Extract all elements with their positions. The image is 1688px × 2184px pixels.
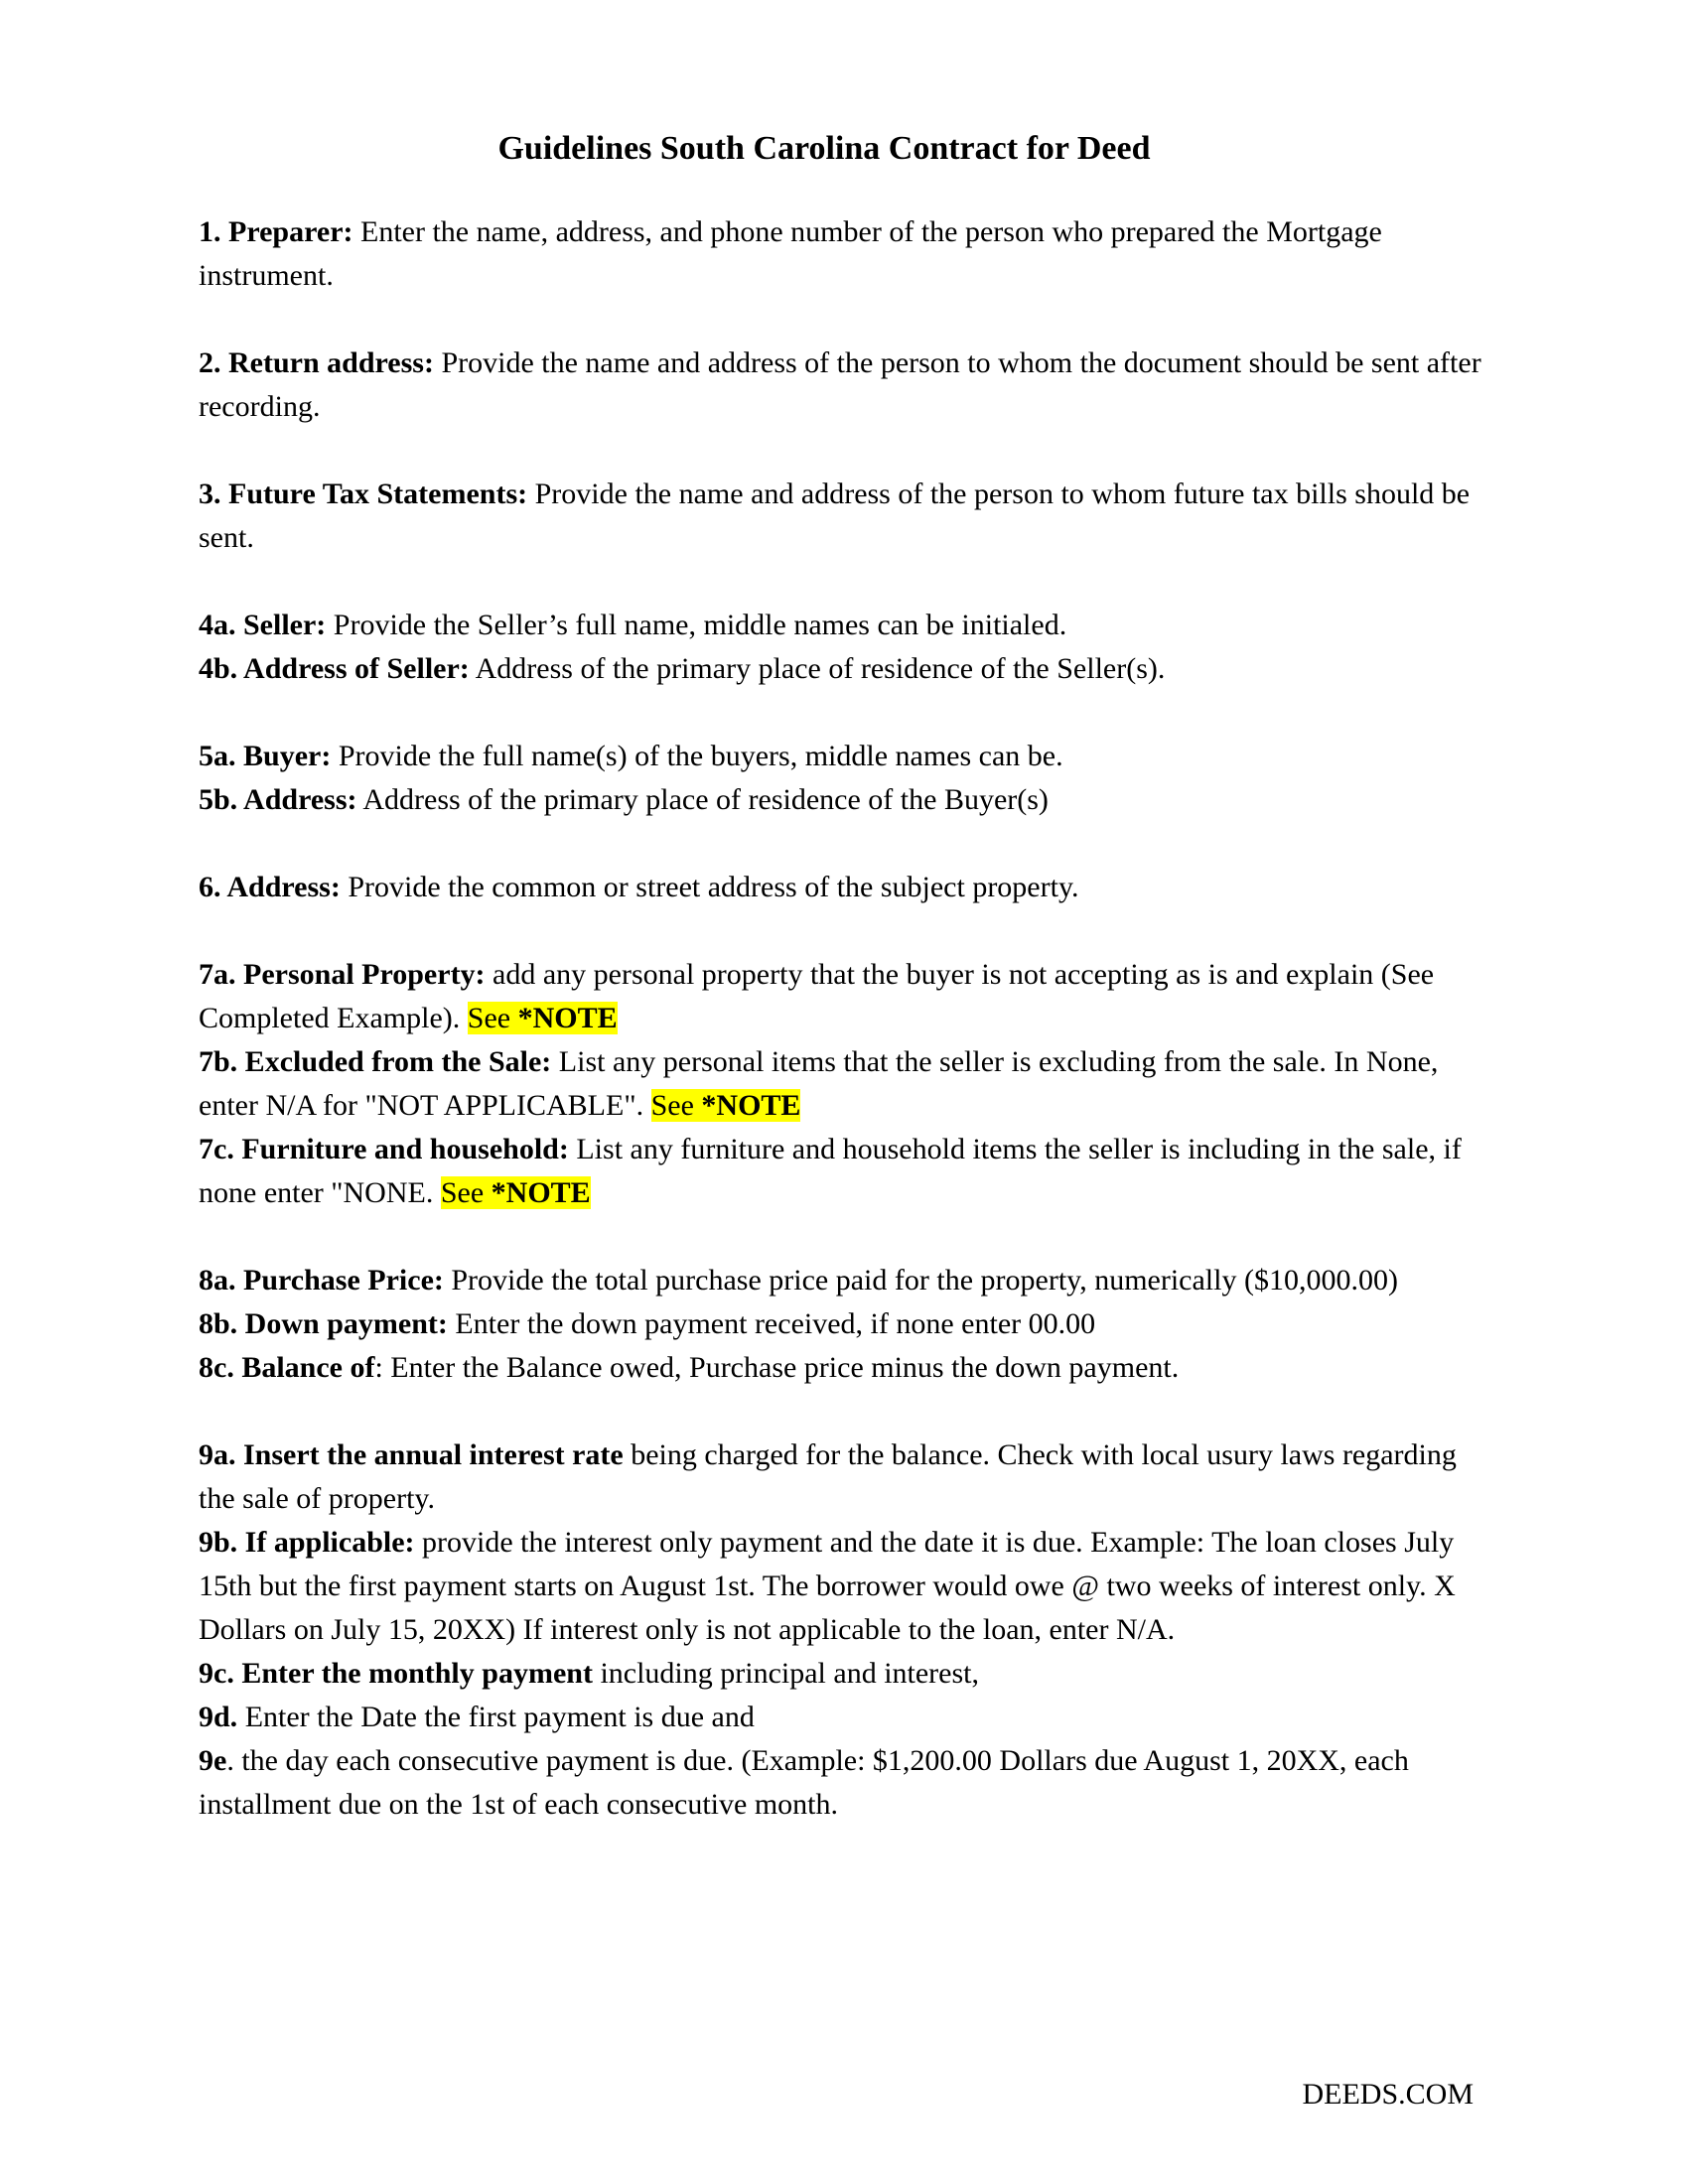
section-seller: [199, 604, 1489, 691]
item-label: 4b. Address of Seller:: [199, 652, 470, 685]
item-text: Enter the Date the first payment is due and: [237, 1701, 755, 1733]
item-8a: [199, 1259, 1489, 1302]
section-interest: [199, 1433, 1489, 1827]
section-preparer: [199, 210, 1489, 298]
item-label: 5a. Buyer:: [199, 740, 332, 772]
item-text: Address of the primary place of residence of the Buyer(s): [356, 783, 1049, 816]
item-label: 9b. If applicable:: [199, 1526, 415, 1559]
item-9d: [199, 1696, 1489, 1739]
note-highlight: See *NOTE: [440, 1176, 591, 1209]
item-label: 1. Preparer:: [199, 215, 353, 248]
item-label: 7c. Furniture and household:: [199, 1133, 569, 1165]
item-9c: [199, 1652, 1489, 1696]
item-text: being charged for the balance. Check with local usury laws regarding the sale of property.: [199, 1438, 1457, 1515]
page-title: Guidelines South Carolina Contract for Deed: [497, 130, 1151, 167]
footer-brand: DEEDS.COM: [1302, 2078, 1474, 2111]
section-personal-property: [199, 953, 1489, 1215]
note-highlight: See *NOTE: [650, 1089, 801, 1122]
item-label: 2. Return address:: [199, 346, 434, 379]
section-property-address: [199, 866, 1489, 909]
item-label: 4a. Seller:: [199, 609, 327, 641]
item-text: Provide the total purchase price paid for the property, numerically ($10,000.00): [443, 1264, 1398, 1297]
item-text: : Enter the Balance owed, Purchase price minus the down payment.: [374, 1351, 1180, 1384]
item-label: 7a. Personal Property:: [199, 958, 486, 991]
item-9b: [199, 1521, 1489, 1652]
item-6: [199, 866, 1489, 909]
item-7b: [199, 1040, 1489, 1128]
item-text: Provide the Seller’s full name, middle names can be initialed.: [326, 609, 1067, 641]
item-text: including principal and interest,: [592, 1657, 979, 1690]
item-8c: [199, 1346, 1489, 1390]
section-purchase: [199, 1259, 1489, 1390]
item-9a: [199, 1433, 1489, 1521]
item-2: [199, 341, 1489, 429]
item-label: 8b. Down payment:: [199, 1307, 448, 1340]
item-8b: [199, 1302, 1489, 1346]
item-4a: [199, 604, 1489, 647]
item-text: . the day each consecutive payment is due. (Example: $1,200.00 Dollars due August 1, 20XX, each installment due on the 1st of each consecutive month.: [199, 1744, 1409, 1821]
item-label: 9e: [199, 1744, 227, 1777]
section-future-tax: [199, 473, 1489, 560]
item-text: Provide the full name(s) of the buyers, middle names can be.: [331, 740, 1063, 772]
item-9e: [199, 1739, 1489, 1827]
item-text: Provide the name and address of the person to whom the document should be sent after recording.: [199, 346, 1481, 423]
item-label: 6. Address:: [199, 871, 341, 903]
item-4b: [199, 647, 1489, 691]
section-buyer: [199, 735, 1489, 822]
item-text: add any personal property that the buyer is not accepting as is and explain (See Completed Example).: [199, 958, 1435, 1034]
item-5b: [199, 778, 1489, 822]
section-return-address: [199, 341, 1489, 429]
item-label: 9d.: [199, 1701, 238, 1733]
item-label: 9c. Enter the monthly payment: [199, 1657, 593, 1690]
item-5a: [199, 735, 1489, 778]
item-text: provide the interest only payment and the date it is due. Example: The loan closes July 15th but the first payment starts on August 1st. The borrower would owe @ two weeks of interest only. X Dollars on July 15, 20XX) If interest only is not applicable to the loan, enter N/A.: [199, 1526, 1456, 1646]
item-text: Enter the name, address, and phone number of the person who prepared the Mortgage instrument.: [199, 215, 1382, 292]
item-label: 8c. Balance of: [199, 1351, 375, 1384]
item-text: Address of the primary place of residence of the Seller(s).: [469, 652, 1166, 685]
item-text: Provide the name and address of the person to whom future tax bills should be sent.: [199, 478, 1471, 554]
item-1: [199, 210, 1489, 298]
item-text: Enter the down payment received, if none enter 00.00: [447, 1307, 1096, 1340]
item-label: 9a. Insert the annual interest rate: [199, 1438, 624, 1471]
item-text: Provide the common or street address of the subject property.: [340, 871, 1079, 903]
item-label: 3. Future Tax Statements:: [199, 478, 528, 510]
document-page: [199, 129, 1489, 1870]
item-label: 5b. Address:: [199, 783, 357, 816]
item-7c: [199, 1128, 1489, 1215]
item-label: 8a. Purchase Price:: [199, 1264, 444, 1297]
item-3: [199, 473, 1489, 560]
item-text: List any furniture and household items the seller is including in the sale, if none enter "NONE.: [199, 1133, 1462, 1209]
note-highlight: See *NOTE: [467, 1002, 618, 1034]
item-text: List any personal items that the seller is excluding from the sale. In None, enter N/A for "NOT APPLICABLE".: [199, 1045, 1439, 1122]
item-label: 7b. Excluded from the Sale:: [199, 1045, 552, 1078]
item-7a: [199, 953, 1489, 1040]
